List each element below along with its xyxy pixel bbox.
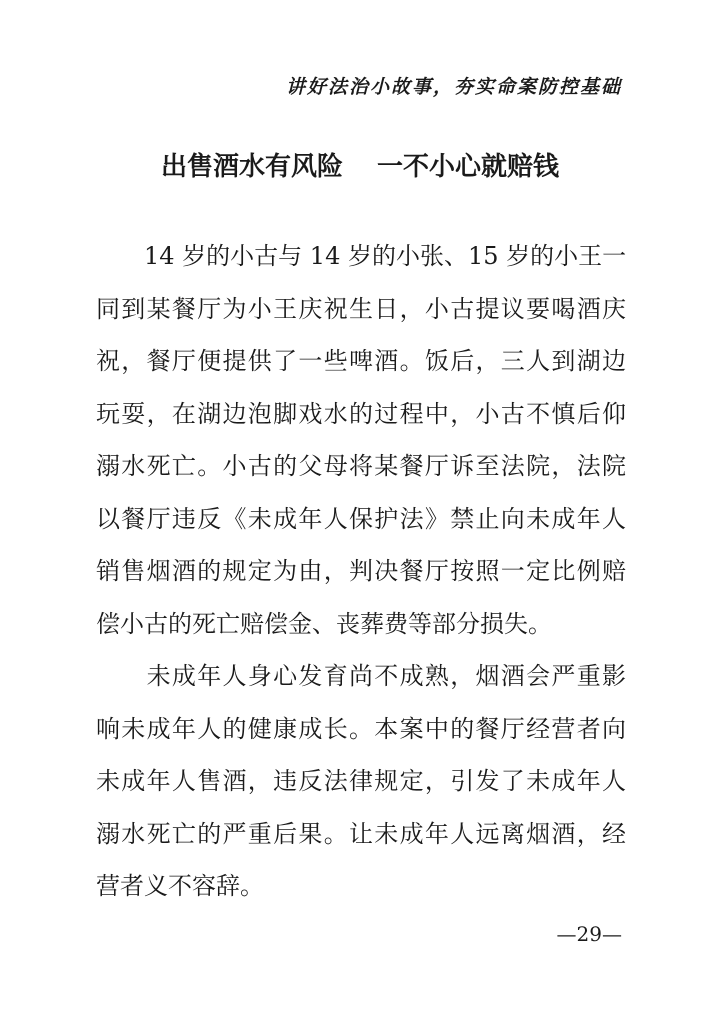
paragraph-line: 溺水死亡。小古的父母将某餐厅诉至法院，法院	[96, 452, 626, 480]
page-number: —29—	[556, 922, 622, 946]
paragraph-line: 以餐厅违反《未成年人保护法》禁止向未成年人	[96, 504, 626, 533]
paragraph-line: 祝，餐厅便提供了一些啤酒。饭后，三人到湖边	[96, 347, 626, 375]
paragraph-line: 营者义不容辞。	[96, 872, 264, 900]
paragraph-line: 响未成年人的健康成长。本案中的餐厅经营者向	[96, 714, 626, 743]
paragraph-line: 销售烟酒的规定为由，判决餐厅按照一定比例赔	[96, 557, 626, 585]
paragraph-line: 同到某餐厅为小王庆祝生日，小古提议要喝酒庆	[96, 294, 626, 323]
paragraph-2	[96, 650, 626, 913]
paragraph-line: 14 岁的小古与 14 岁的小张、15 岁的小王一	[96, 242, 627, 270]
title-part-1: 出售酒水有风险	[160, 152, 343, 182]
title-part-2: 一不小心就赔钱	[377, 152, 560, 182]
paragraph-line: 溺水死亡的严重后果。让未成年人远离烟酒，经	[96, 819, 626, 848]
paragraph-line: 偿小古的死亡赔偿金、丧葬费等部分损失。	[96, 609, 552, 638]
article-body	[96, 230, 626, 913]
paragraph-1	[96, 230, 626, 650]
paragraph-line: 玩耍，在湖边泡脚戏水的过程中，小古不慎后仰	[96, 399, 626, 428]
paragraph-line: 未成年人身心发育尚不成熟，烟酒会严重影	[96, 662, 626, 690]
paragraph-line: 未成年人售酒，违反法律规定，引发了未成年人	[96, 767, 626, 795]
running-header: 讲好法治小故事，夯实命案防控基础	[285, 76, 622, 98]
article-title	[0, 146, 720, 183]
